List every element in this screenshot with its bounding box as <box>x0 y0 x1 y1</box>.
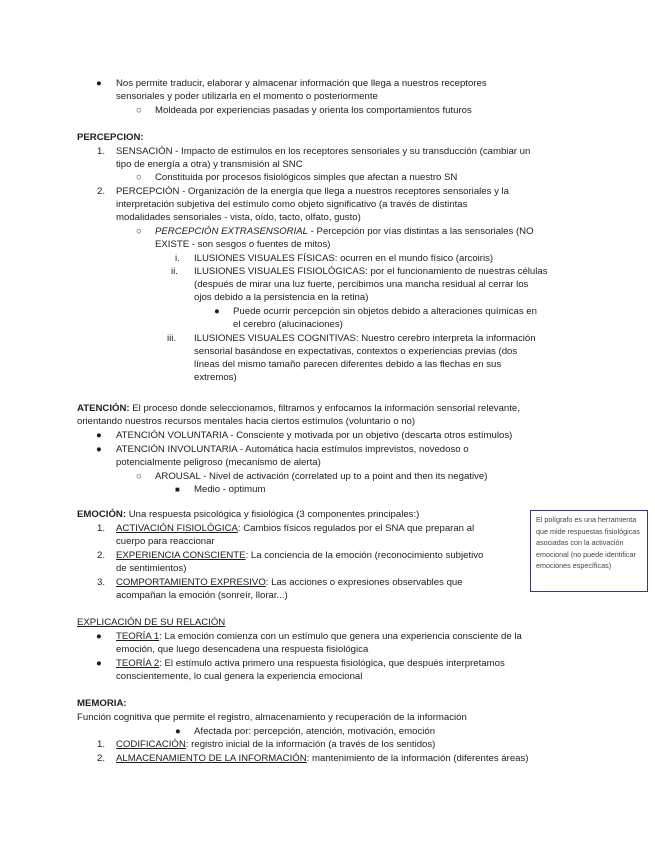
theory-text: : El estímulo activa primero una respuesta fisiológica, que después interpretamos <box>159 658 505 669</box>
section-heading-percepcion: PERCEPCION: <box>77 132 144 143</box>
bullet-icon: ● <box>214 306 220 317</box>
memoria-step-title: ALMACENAMIENTO DE LA INFORMACIÓN <box>116 753 307 764</box>
bullet-icon: ● <box>96 631 102 642</box>
theory-title: TEORÍA 2 <box>116 658 160 669</box>
component-text: : Las acciones o expresiones observables que <box>265 577 463 588</box>
illusion-item: ILUSIONES VISUALES COGNITIVAS: Nuestro cerebro interpreta la información <box>194 333 536 344</box>
component-text: cuerpo para reaccionar <box>116 536 215 547</box>
component-text: : La conciencia de la emoción (reconocimiento subjetivo <box>245 550 484 561</box>
memoria-step <box>116 752 529 765</box>
component-text: acompañan la emoción (sonreír, llorar...) <box>116 590 288 601</box>
extrasensorial-title: PERCEPCIÓN EXTRASENSORIAL <box>155 226 309 237</box>
illusion-item: líneas del mismo tamaño parecen diferentes debido a las flechas en sus <box>194 359 502 370</box>
illusion-item: extremos) <box>194 372 237 383</box>
illusion-subitem: el cerebro (alucinaciones) <box>233 319 343 330</box>
list-subitem-text: Constituida por procesos fisiológicos simples que afectan a nuestro SN <box>155 172 458 183</box>
theory-line <box>116 630 522 643</box>
section-heading-emocion: EMOCIÓN: <box>77 509 127 520</box>
list-number: 2. <box>97 186 106 197</box>
square-bullet-icon: ■ <box>175 485 180 494</box>
extrasensorial-text: - Percepción por vías distintas a las sensoriales (NO <box>308 226 534 237</box>
theory-title: TEORÍA 1 <box>116 631 160 642</box>
theory-text: : La emoción comienza con un estímulo que genera una experiencia consciente de la <box>159 631 522 642</box>
component-line <box>116 522 474 535</box>
component-line <box>116 576 463 589</box>
illusion-item: sensorial basándose en expectativas, contextos o experiencias previas (dos <box>194 346 518 357</box>
list-item-text: modalidades sensoriales - vista, oído, tacto, olfato, gusto) <box>116 212 361 223</box>
bullet-icon: ● <box>175 726 181 737</box>
list-item-text: tipo de energía a otra) y transmisión al SNC <box>116 159 303 170</box>
bullet-icon: ● <box>96 430 102 441</box>
memoria-step-title: CODIFICACIÓN <box>116 739 186 750</box>
list-item-text: PERCEPCIÓN - Organización de la energía que llega a nuestros receptores sensoriales y la <box>116 186 510 197</box>
list-number: 3. <box>97 577 106 588</box>
component-text: : Cambios físicos regulados por el SNA que preparan al <box>237 523 475 534</box>
atencion-voluntaria: ATENCIÓN VOLUNTARIA - Consciente y motivada por un objetivo (descarta otros estímulos) <box>116 430 513 441</box>
memoria-step <box>116 738 435 751</box>
emocion-definition-line <box>77 508 419 521</box>
component-line <box>116 549 483 562</box>
list-item-text: SENSACIÓN - Impacto de estímulos en los receptores sensoriales y su transducción (cambiar un <box>116 146 531 157</box>
list-number: 1. <box>97 739 106 750</box>
circle-bullet-icon: ○ <box>136 105 142 116</box>
memoria-definition: Función cognitiva que permite el registro, almacenamiento y recuperación de la información <box>77 712 467 723</box>
theory-text: conscientemente, lo cual genera la experiencia emocional <box>116 671 363 682</box>
intro-line: Nos permite traducir, elaborar y almacenar información que llega a nuestros receptores <box>116 78 487 89</box>
side-note-box: El polígrafo es una herramienta que mide respuestas fisiológicas asociadas con la activación emocional (no puede identificar emociones específicas) <box>530 510 648 592</box>
extrasensorial-line <box>155 225 534 238</box>
illusion-subitem: Puede ocurrir percepción sin objetos debido a alteraciones químicas en <box>233 306 537 317</box>
component-text: de sentimientos) <box>116 563 187 574</box>
memoria-step-text: : registro inicial de la información (a través de los sentidos) <box>185 739 436 750</box>
illusion-item: ojos debido a la persistencia en la retina) <box>194 292 369 303</box>
list-item-text: interpretación subjetiva del estímulo como objeto significativo (a través de distintas <box>116 199 468 210</box>
illusion-item: ILUSIONES VISUALES FÍSICAS: ocurren en el mundo físico (arcoiris) <box>194 253 494 264</box>
bullet-icon: ● <box>96 444 102 455</box>
roman-numeral: ii. <box>171 266 178 277</box>
bullet-icon: ● <box>96 78 102 89</box>
atencion-definition: El proceso donde seleccionamos, filtramos y enfocamos la información sensorial relevante, <box>129 403 520 414</box>
circle-bullet-icon: ○ <box>136 172 142 183</box>
atencion-definition-line <box>77 402 520 415</box>
list-number: 2. <box>97 753 106 764</box>
roman-numeral: iii. <box>167 333 177 344</box>
intro-subpoint: Moldeada por experiencias pasadas y orienta los comportamientos futuros <box>155 105 472 116</box>
atencion-involuntaria: potencialmente peligroso (mecanismo de alerta) <box>116 457 321 468</box>
component-title: EXPERIENCIA CONSCIENTE <box>116 550 246 561</box>
component-title: COMPORTAMIENTO EXPRESIVO <box>116 577 266 588</box>
list-number: 2. <box>97 550 106 561</box>
intro-line: sensoriales y poder utilizarla en el momento o posteriormente <box>116 91 378 102</box>
illusion-item: (después de mirar una luz fuerte, percibimos una mancha residual al cerrar los <box>194 279 529 290</box>
component-title: ACTIVACIÓN FISIOLÓGICA <box>116 523 238 534</box>
circle-bullet-icon: ○ <box>136 226 142 237</box>
arousal-subitem: Medio - optimum <box>194 484 266 495</box>
circle-bullet-icon: ○ <box>136 471 142 482</box>
section-heading-memoria: MEMORIA: <box>77 698 127 709</box>
memoria-step-text: : mantenimiento de la información (diferentes áreas) <box>306 753 529 764</box>
section-heading-atencion: ATENCIÓN: <box>77 403 130 414</box>
list-number: 1. <box>97 146 106 157</box>
illusion-item: ILUSIONES VISUALES FISIOLÓGICAS: por el funcionamiento de nuestras células <box>194 266 548 277</box>
list-number: 1. <box>97 523 106 534</box>
extrasensorial-text: EXISTE - son sesgos o fuentes de mitos) <box>155 239 331 250</box>
section-heading-relacion: EXPLICACIÓN DE SU RELACIÓN <box>77 617 226 628</box>
atencion-definition: orientando nuestros recursos mentales hacia ciertos estímulos (voluntario o no) <box>77 416 416 427</box>
bullet-icon: ● <box>96 658 102 669</box>
atencion-involuntaria: ATENCIÓN INVOLUNTARIA - Automática hacia estímulos imprevistos, novedoso o <box>116 444 469 455</box>
memoria-afectada: Afectada por: percepción, atención, motivación, emoción <box>194 726 436 737</box>
theory-line <box>116 657 505 670</box>
arousal-item: AROUSAL - Nivel de activación (correlated up to a point and then its negative) <box>155 471 488 482</box>
roman-numeral: i. <box>175 253 180 264</box>
theory-text: emoción, que luego desencadena una respuesta fisiológica <box>116 644 369 655</box>
emocion-definition: Una respuesta psicológica y fisiológica (3 componentes principales:) <box>126 509 420 520</box>
